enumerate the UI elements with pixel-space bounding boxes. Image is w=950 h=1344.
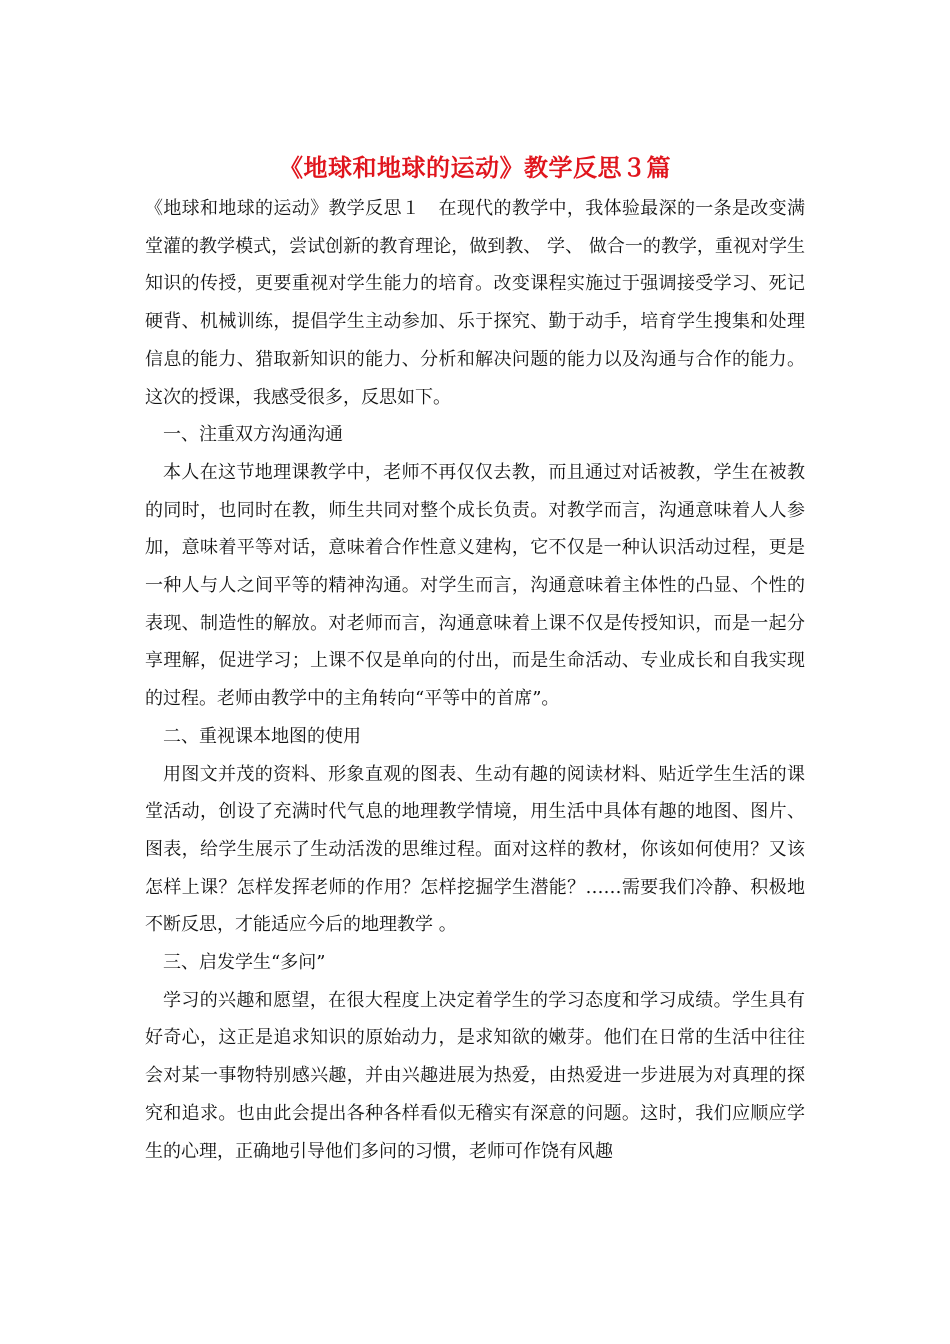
section-body-2: 用图文并茂的资料、形象直观的图表、生动有趣的阅读材料、贴近学生生活的课堂活动，创设了充满时代气息的地理教学情境，用生活中具体有趣的地图、图片、图表，给学生展示了生动活泼的思维过程。面对这样的教材，你该如何使用？又该怎样上课？怎样发挥老师的作用？怎样挖掘学生潜能？……需要我们冷静、积极地不断反思，才能适应今后的地理教学 。 [145, 763, 805, 936]
section-body-1: 本人在这节地理课教学中，老师不再仅仅去教，而且通过对话被教，学生在被教的同时，也同时在教，师生共同对整个成长负责。对教学而言，沟通意味着人人参加，意味着平等对话，意味着合作性意义建构，它不仅是一种认识活动过程，更是一种人与人之间平等的精神沟通。对学生而言，沟通意味着主体性的凸显、个性的表现、制造性的解放。对老师而言，沟通意味着上课不仅是传授知识，而是一起分享理解，促进学习；上课不仅是单向的付出，而是生命活动、专业成长和自我实现的过程。老师由教学中的主角转向“平等中的首席”。 [145, 461, 805, 710]
document-body [145, 190, 805, 1170]
section-heading-1: 一、注重双方沟通沟通 [163, 424, 343, 446]
section-body-3: 学习的兴趣和愿望，在很大程度上决定着学生的学习态度和学习成绩。学生具有好奇心，这正是追求知识的原始动力，是求知欲的嫩芽。他们在日常的生活中往往会对某一事物特别感兴趣，并由兴趣进展为热爱，由热爱进一步进展为对真理的探究和追求。也由此会提出各种各样看似无稽实有深意的问题。这时，我们应顺应学生的心理，正确地引导他们多问的习惯，老师可作饶有风趣 [145, 989, 805, 1162]
section-heading-2: 二、重视课本地图的使用 [163, 725, 361, 747]
section-heading-3: 三、启发学生“多问” [163, 952, 326, 974]
intro-paragraph: 《地球和地球的运动》教学反思１ 在现代的教学中，我体验最深的一条是改变满堂灌的教学模式，尝试创新的教育理论，做到教、 学、 做合一的教学，重视对学生知识的传授，更要重视对学生能力的培育。改变课程实施过于强调接受学习、死记硬背、机械训练，提倡学生主动参加、乐于探究、勤于动手，培育学生搜集和处理信息的能力、猎取新知识的能力、分析和解决问题的能力以及沟通与合作的能力。这次的授课，我感受很多，反思如下。 [145, 198, 805, 408]
document-title: 《地球和地球的运动》教学反思３篇 [279, 153, 671, 182]
